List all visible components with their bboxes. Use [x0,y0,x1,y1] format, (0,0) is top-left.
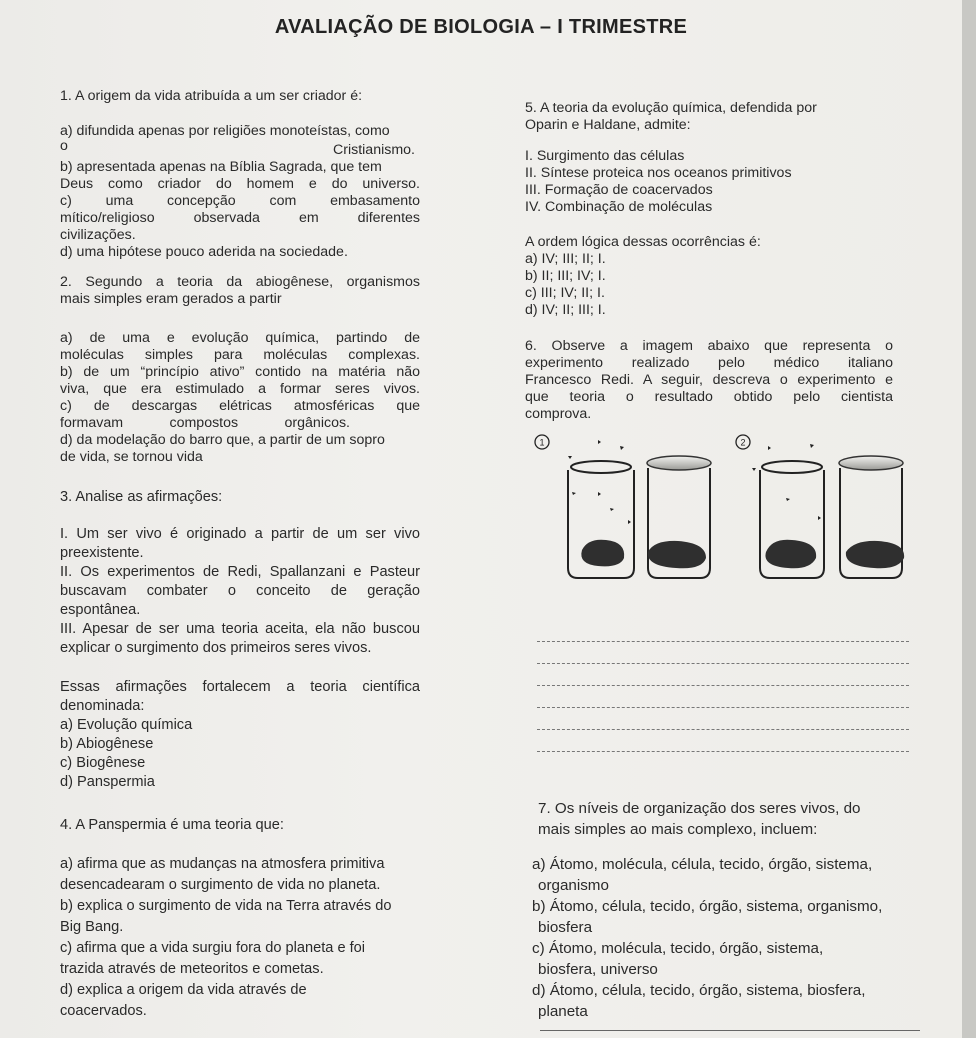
open-jar-1 [568,461,634,578]
q5-statement: IV. Combinação de moléculas [525,199,713,215]
question-3-text: 3. Analise as afirmações: [60,489,223,505]
question-2-text: 2. Segundo a teoria da abiogênese, organismos [60,274,420,290]
open-jar-2 [760,461,824,578]
q2-option-line: c) de descargas elétricas atmosféricas que [60,398,420,414]
q3-prompt-line: Essas afirmações fortalecem a teoria científica [60,679,420,695]
background-edge [962,0,976,1038]
q7-option-line: c) Átomo, molécula, tecido, órgão, sistema, [532,940,824,957]
figure-label-2 [736,435,750,449]
q7-option-line: d) Átomo, célula, tecido, órgão, sistema, biosfera, [532,982,866,999]
q1-option-line: d) uma hipótese pouco aderida na sociedade. [60,244,348,260]
question-6-text: Francesco Redi. A seguir, descreva o experimento e [525,372,893,388]
q2-option-line: d) da modelação do barro que, a partir de um sopro [60,432,385,448]
question-4-text: 4. A Panspermia é uma teoria que: [60,817,284,833]
covered-jar-2 [839,456,904,578]
question-3 [60,488,420,792]
q5-statement: I. Surgimento das células [525,148,685,164]
q7-option-line: biosfera [538,919,593,936]
q3-statement-line: espontânea. [60,602,141,618]
q1-option-line: a) difundida apenas por religiões monoteístas, como [60,123,390,139]
q4-option-line: a) afirma que as mudanças na atmosfera primitiva [60,856,385,872]
q4-option-line: trazida através de meteoritos e cometas. [60,961,324,977]
question-7-text: mais simples ao mais complexo, incluem: [538,821,818,838]
question-5-text: Oparin e Haldane, admite: [525,117,691,133]
redi-experiment-figure [528,430,918,590]
q4-option-line: c) afirma que a vida surgiu fora do planeta e foi [60,940,366,956]
question-2 [60,274,420,466]
q5-option: d) IV; II; III; I. [525,302,606,318]
question-7 [532,798,924,1022]
question-1-text: 1. A origem da vida atribuída a um ser criador é: [60,88,363,104]
answer-line[interactable] [537,730,909,752]
q1-option-line: b) apresentada apenas na Bíblia Sagrada, que tem [60,159,382,175]
q3-option: a) Evolução química [60,717,193,733]
q2-option-line: de vida, se tornou vida [60,449,203,465]
figure-label-1 [535,435,549,449]
answer-line[interactable] [537,708,909,730]
q7-option-line: organismo [538,877,609,894]
covered-jar-1 [647,456,711,578]
q3-statement-line: preexistente. [60,545,144,561]
q3-statement-line: II. Os experimentos de Redi, Spallanzani e Pasteur [60,564,420,580]
q1-option-line: Cristianismo. [333,142,415,158]
q7-option-line: biosfera, universo [538,961,658,978]
question-4 [60,815,415,1022]
q2-option-line: b) de um “princípio ativo” contido na matéria não [60,364,420,380]
q3-statement-line: explicar o surgimento dos primeiros seres vivos. [60,640,372,656]
q3-statement-line: I. Um ser vivo é originado a partir de um ser vivo [60,526,420,542]
q4-option-line: d) explica a origem da vida através de [60,982,307,998]
fly-icon [568,437,821,524]
q7-option-line: b) Átomo, célula, tecido, órgão, sistema, organismo, [532,898,883,915]
question-5 [525,100,885,319]
q5-option: c) III; IV; II; I. [525,285,605,301]
q4-option-line: b) explica o surgimento de vida na Terra através do [60,898,392,914]
question-6-text: experimento realizado pelo médico italiano [525,355,893,371]
answer-line[interactable] [537,686,909,708]
q4-option-line: Big Bang. [60,919,124,935]
q5-statement: II. Síntese proteica nos oceanos primitivos [525,165,792,181]
q2-option-line: viva, que era estimulado a formar seres vivos. [60,381,420,397]
q5-option: b) II; III; IV; I. [525,268,606,284]
q3-statement-line: buscavam combater o conceito de geração [60,583,420,599]
q3-option: d) Panspermia [60,774,155,790]
question-7-text: 7. Os níveis de organização dos seres vivos, do [538,800,861,817]
q2-option-line: formavam compostos orgânicos. [60,415,350,431]
q4-option-line: desencadearam o surgimento de vida no planeta. [60,877,381,893]
question-6-text: 6. Observe a imagem abaixo que representa o [525,338,893,354]
svg-text:1: 1 [539,437,545,448]
q5-statement: III. Formação de coacervados [525,182,713,198]
q1-option-line: Deus como criador do homem e do universo. [60,176,420,192]
q1-option-line: o [60,138,68,154]
answer-line[interactable] [537,664,909,686]
q7-option-line: planeta [538,1003,588,1020]
q2-option-line: moléculas simples para moléculas complexas. [60,347,420,363]
q3-prompt-line: denominada: [60,698,145,714]
q5-prompt: A ordem lógica dessas ocorrências é: [525,234,761,250]
q2-option-line: a) de uma e evolução química, partindo de [60,330,420,346]
question-6-text: que teoria o resultado obtido pelo cientista [525,389,893,405]
question-5-text: 5. A teoria da evolução química, defendida por [525,100,817,116]
divider [540,1030,920,1031]
q7-option-line: a) Átomo, molécula, célula, tecido, órgão, sistema, [532,856,873,873]
question-6 [525,338,893,423]
q4-option-line: coacervados. [60,1003,147,1019]
svg-text:2: 2 [740,437,746,448]
q6-answer-lines[interactable] [537,620,909,752]
answer-line[interactable] [537,642,909,664]
q1-option-line: mítico/religioso observada em diferentes [60,210,420,226]
question-6-text: comprova. [525,406,592,422]
q1-option-line: civilizações. [60,227,136,243]
question-1 [60,88,420,261]
q3-option: c) Biogênese [60,755,146,771]
q5-option: a) IV; III; II; I. [525,251,606,267]
q3-option: b) Abiogênese [60,736,154,752]
q3-statement-line: III. Apesar de ser uma teoria aceita, ela não buscou [60,621,420,637]
q1-option-line: c) uma concepção com embasamento [60,193,420,209]
answer-line[interactable] [537,620,909,642]
question-2-text: mais simples eram gerados a partir [60,291,282,307]
page-title: AVALIAÇÃO DE BIOLOGIA – I TRIMESTRE [274,16,688,38]
